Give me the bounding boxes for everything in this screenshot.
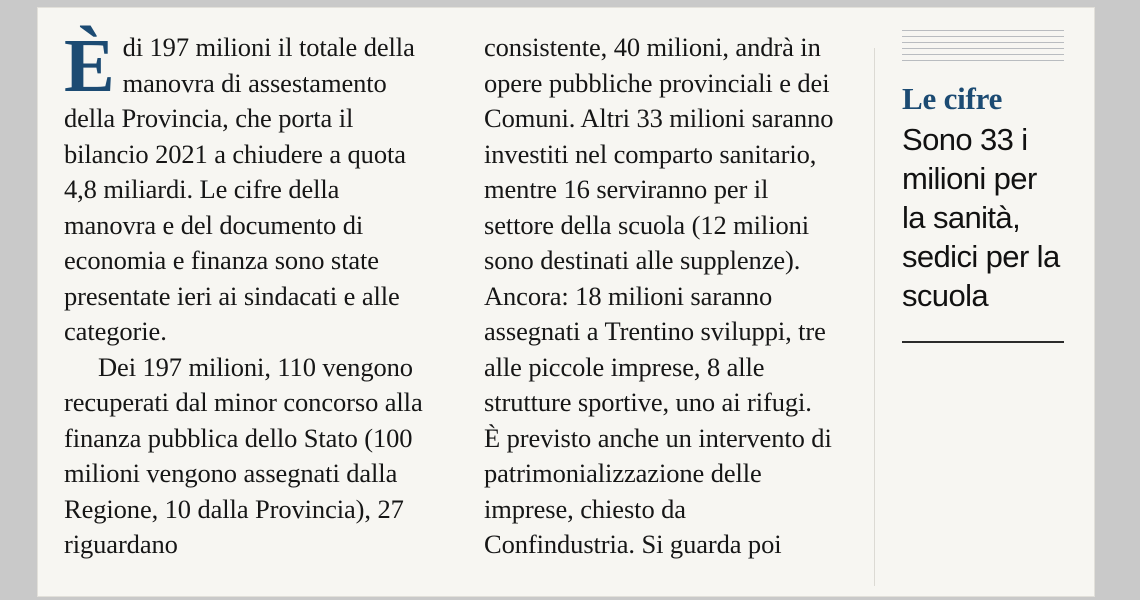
newspaper-page	[38, 8, 1094, 596]
decorative-rules	[902, 30, 1064, 60]
column-2-paragraph-1: consistente, 40 milioni, andrà in opere pubbliche provinciali e dei Comuni. Altri 33 milioni saranno investiti nel comparto sanitario, mentre 16 serviranno per il settore della scuola (12 milioni sono destinati alle supplenze). Ancora: 18 milioni saranno assegnati a Trentino sviluppi, tre alle piccole imprese, 8 alle strutture sportive, uno ai rifugi. È previsto anche un intervento di patrimonializzazione delle imprese, chiesto da Confindustria. Si guarda poi	[484, 32, 834, 559]
sidebar-text: Sono 33 i milioni per la sanità, sedici per la scuola	[902, 122, 1060, 313]
drop-cap: È	[64, 24, 115, 108]
column-1-paragraph-1-text: di 197 milioni il totale della manovra di assestamento della Provincia, che porta il bilancio 2021 a chiudere a quota 4,8 miliardi. Le cifre della manovra e del documento di economia e finanza sono state presentate ieri ai sindacati e alle categorie.	[64, 32, 415, 346]
column-1-paragraph-2: Dei 197 milioni, 110 vengono recuperati dal minor concorso alla finanza pubblica dello Stato (100 milioni vengono assegnati dalla Regione, 10 dalla Provincia), 27 riguardano	[64, 351, 423, 559]
column-divider	[874, 48, 875, 586]
column-2-body	[484, 30, 834, 563]
sidebar-title: Le cifre	[902, 81, 1003, 116]
column-1-paragraph-1	[64, 24, 436, 350]
column-1-body	[64, 24, 436, 563]
article-column-1	[64, 24, 462, 596]
sidebar-column	[860, 30, 1064, 596]
article-columns	[38, 8, 1094, 596]
article-column-2	[462, 30, 860, 596]
sidebar-bottom-rule	[902, 341, 1064, 343]
